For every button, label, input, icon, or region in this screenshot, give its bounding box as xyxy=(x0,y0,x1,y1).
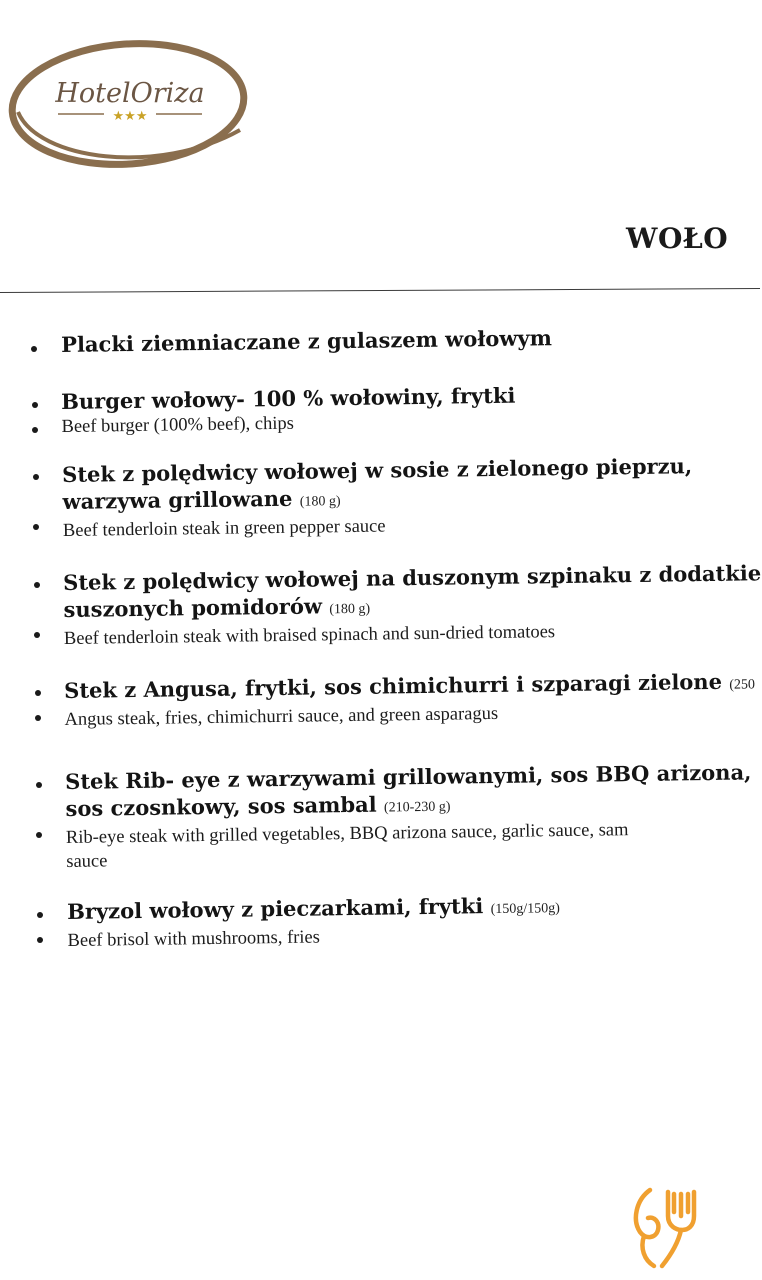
dish-name-pl: Stek z Angusa, frytki, sos chimichurri i szparagi zielone xyxy=(64,668,723,703)
bullet xyxy=(33,524,39,530)
dish-weight: (210-230 g) xyxy=(383,799,451,816)
bullet xyxy=(32,427,38,433)
dish-name-en: Beef burger (100% beef), chips xyxy=(61,413,295,437)
dish-name-pl-cont: suszonych pomidorów xyxy=(63,593,323,622)
menu-item xyxy=(61,324,552,358)
dish-weight: (180 g) xyxy=(299,494,341,510)
bullet xyxy=(37,912,43,918)
bullet xyxy=(33,474,39,480)
dish-name-en-cont: sauce xyxy=(66,851,108,872)
section-title: WOŁO xyxy=(626,222,729,255)
dish-weight: (150g/150g) xyxy=(490,901,560,918)
dish-name-pl: Stek z polędwicy wołowej w sosie z zielonego pieprzu, xyxy=(62,453,693,487)
bullet xyxy=(31,346,37,352)
logo-stars: ★★★ xyxy=(112,109,148,124)
dish-name-pl: Stek Rib- eye z warzywami grillowanymi, sos BBQ arizona, xyxy=(65,759,752,794)
menu-item xyxy=(64,667,756,732)
bullet xyxy=(35,715,41,721)
dish-name-en: Beef brisol with mushrooms, fries xyxy=(67,927,321,951)
fork-icon xyxy=(628,1186,700,1270)
dish-weight: (250 xyxy=(729,677,756,693)
dish-name-en: Beef tenderloin steak in green pepper sauce xyxy=(62,516,386,541)
menu-item xyxy=(62,452,693,543)
dish-name-en: Rib-eye steak with grilled vegetables, BBQ arizona sauce, garlic sauce, sam xyxy=(65,820,629,848)
bullet xyxy=(32,402,38,408)
dish-name-en: Angus steak, fries, chimichurri sauce, and green asparagus xyxy=(64,703,499,730)
bullet xyxy=(35,690,41,696)
dish-name-pl: Bryzol wołowy z pieczarkami, frytki xyxy=(67,893,484,924)
bullet xyxy=(36,782,42,788)
menu-item xyxy=(61,382,516,439)
dish-name-pl: Placki ziemniaczane z gulaszem wołowym xyxy=(61,325,553,357)
bullet xyxy=(37,937,43,943)
menu-item xyxy=(65,758,753,874)
bullet xyxy=(34,632,40,638)
dish-weight: (180 g) xyxy=(329,601,371,618)
bullet xyxy=(36,832,42,838)
dish-name-pl-cont: sos czosnkowy, sos sambal xyxy=(65,791,377,821)
bullet xyxy=(34,582,40,588)
dish-name-pl: Burger wołowy- 100 % wołowiny, frytki xyxy=(61,382,516,414)
dish-name-pl: Stek z polędwicy wołowej na duszonym szpinaku z dodatkie xyxy=(63,560,762,595)
dish-name-en: Beef tenderloin steak with braised spinach and sun-dried tomatoes xyxy=(63,622,556,649)
menu-item xyxy=(67,891,560,953)
menu-item xyxy=(63,559,762,651)
logo-brand-text: HotelOriza xyxy=(55,78,205,109)
dish-name-pl-cont: warzywa grillowane xyxy=(62,485,293,514)
